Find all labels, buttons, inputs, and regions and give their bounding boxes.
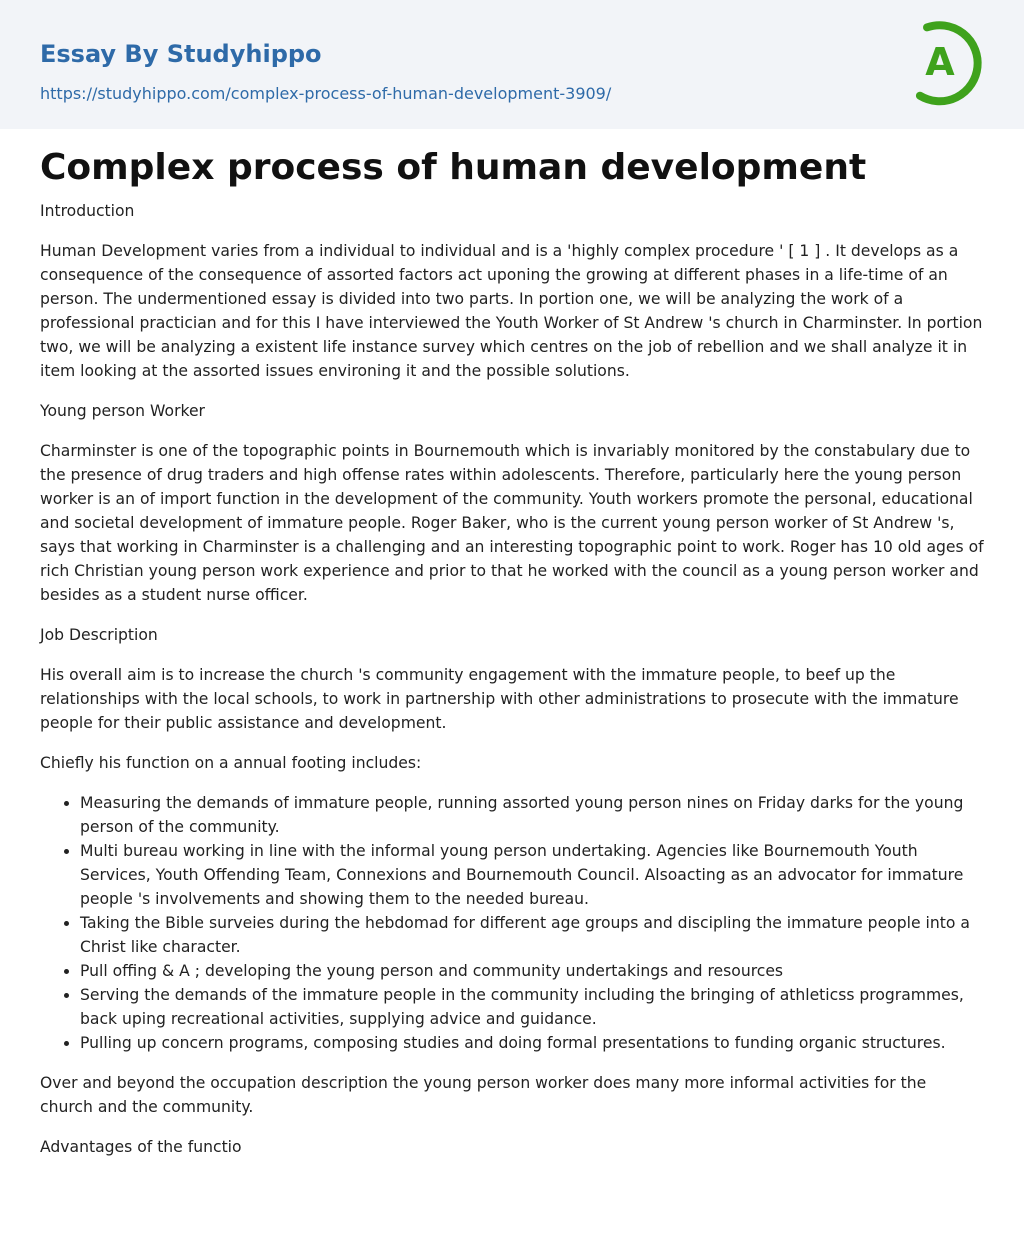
function-list bbox=[40, 791, 984, 1055]
studyhippo-logo-icon[interactable] bbox=[905, 18, 989, 106]
list-item: • Taking the Bible surveies during the hebdomad for different age groups and discipling the immature people into a Christ like character. bbox=[80, 911, 984, 959]
logo-letter: A bbox=[925, 40, 955, 84]
section-heading-job-description: Job Description bbox=[40, 626, 158, 644]
page-title: Complex process of human development bbox=[40, 147, 867, 188]
list-item: • Pull offing & A ; developing the young person and community undertakings and resources bbox=[80, 959, 984, 983]
brand-title[interactable]: Essay By Studyhippo bbox=[40, 40, 322, 68]
paragraph-closing: Over and beyond the occupation description the young person worker does many more informal activities for the church and the community. bbox=[40, 1074, 927, 1116]
section-heading-youth-worker: Young person Worker bbox=[40, 402, 205, 420]
section-heading-advantages: Advantages of the functio bbox=[40, 1138, 242, 1156]
essay-url-link[interactable]: https://studyhippo.com/complex-process-of-human-development-3909/ bbox=[40, 84, 612, 103]
list-item: • Pulling up concern programs, composing studies and doing formal presentations to funding organic structures. bbox=[80, 1031, 984, 1055]
article-body bbox=[0, 129, 1024, 1159]
section-heading-introduction: Introduction bbox=[40, 202, 135, 220]
site-header bbox=[0, 0, 1024, 129]
function-intro: Chiefly his function on a annual footing includes: bbox=[40, 754, 422, 772]
list-item: • Serving the demands of the immature people in the community including the bringing of athleticss programmes, back uping recreational activities, supplying advice and guidance. bbox=[80, 983, 984, 1031]
paragraph-introduction: Human Development varies from a individual to individual and is a 'highly complex procedure ' [ 1 ] . It develops as a consequence of the consequence of assorted factors act uponing the growing at different phases in a life-time of an person. The undermentioned essay is divided into two parts. In portion one, we will be analyzing the work of a professional practician and for this I have interviewed the Youth Worker of St Andrew 's church in Charminster. In portion two, we will be analyzing a existent life instance survey which centres on the job of rebellion and we shall analyze it in item looking at the assorted issues environing it and the possible solutions. bbox=[40, 242, 983, 380]
list-item: • Multi bureau working in line with the informal young person undertaking. Agencies like Bournemouth Youth Services, Youth Offending Team, Connexions and Bournemouth Council. Alsoacting as an advocator for immature people 's involvements and showing them to the needed bureau. bbox=[80, 839, 984, 911]
paragraph-youth-worker: Charminster is one of the topographic points in Bournemouth which is invariably monitored by the constabulary due to the presence of drug traders and high offense rates within adolescents. Therefore, particularly here the young person worker is an of import function in the development of the community. Youth workers promote the personal, educational and societal development of immature people. Roger Baker, who is the current young person worker of St Andrew 's, says that working in Charminster is a challenging and an interesting topographic point to work. Roger has 10 old ages of rich Christian young person work experience and prior to that he worked with the council as a young person worker and besides as a student nurse officer. bbox=[40, 442, 984, 604]
paragraph-job-description: His overall aim is to increase the church 's community engagement with the immature people, to beef up the relationships with the local schools, to work in partnership with other administrations to prosecute with the immature people for their public assistance and development. bbox=[40, 666, 959, 732]
list-item: • Measuring the demands of immature people, running assorted young person nines on Friday darks for the young person of the community. bbox=[80, 791, 984, 839]
